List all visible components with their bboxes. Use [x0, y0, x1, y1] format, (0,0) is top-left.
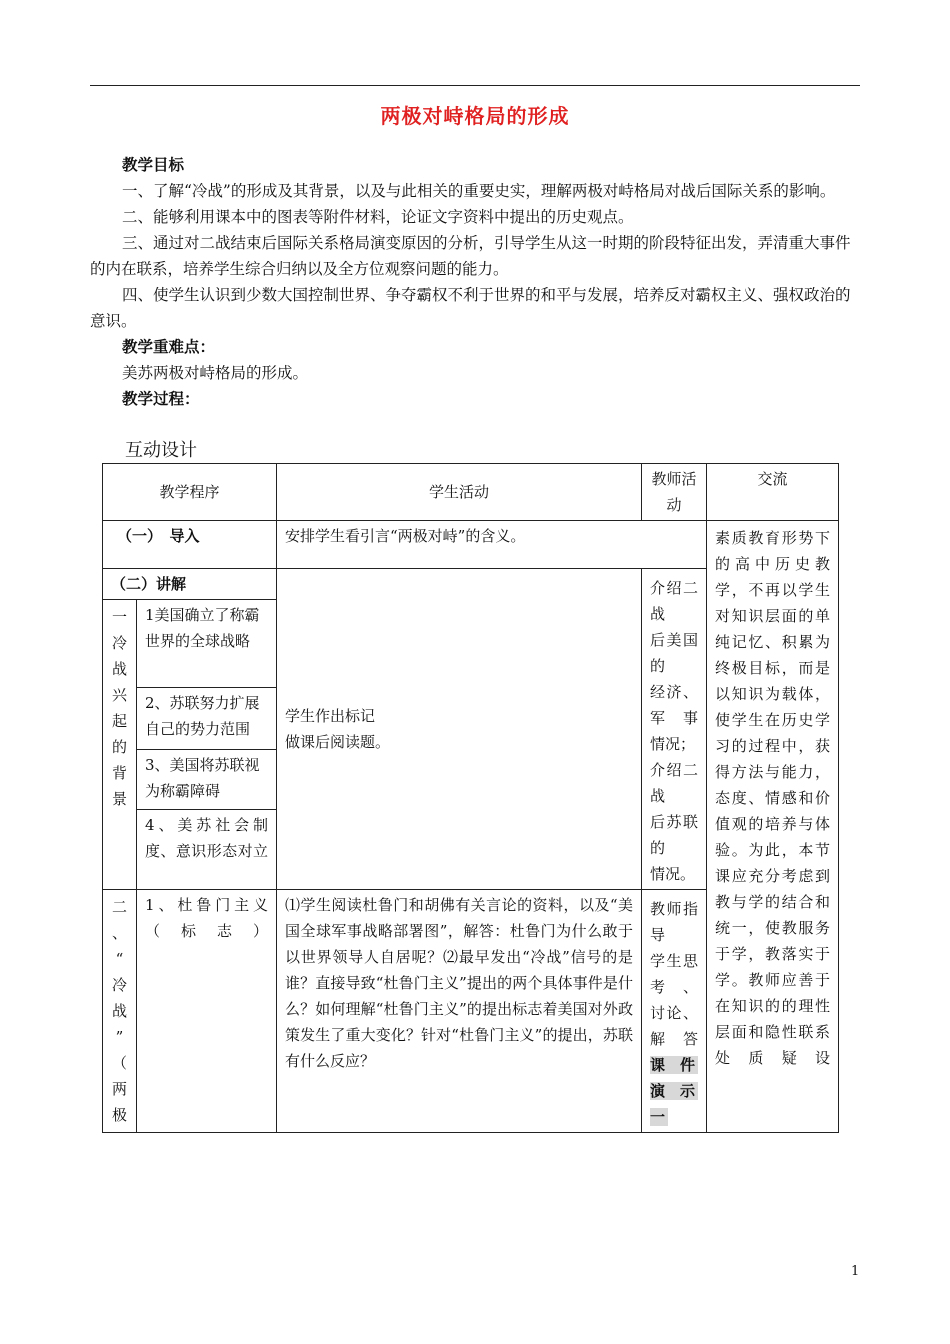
- page-number: 1: [851, 1264, 860, 1279]
- vertical-char: 冷: [111, 976, 127, 994]
- table-row: [103, 521, 839, 569]
- teacher-line: 学生思考、: [650, 952, 699, 996]
- explain-label: （二）讲解: [103, 569, 277, 600]
- objective-3: 三、通过对二战结束后国际关系格局演变原因的分析，引导学生从这一时期的阶段特征出发，弄清重大事件的内在联系，培养学生综合归纳以及全方位观察问题的能力。: [90, 234, 851, 278]
- background-item-3: 3、美国将苏联视为称霸障碍: [137, 750, 277, 810]
- objective-4: 四、使学生认识到少数大国控制世界、争夺霸权不利于世界的和平与发展，培养反对霸权主义、强权政治的意识。: [90, 286, 851, 330]
- truman-doctrine-item: 1、杜鲁门主义（标志）: [137, 890, 277, 1133]
- teacher-line: 教师指导: [650, 900, 699, 944]
- teacher-line: 介绍二战: [650, 579, 699, 623]
- teacher-line: 讨论、解答: [650, 1004, 699, 1048]
- teacher-line: 情况。: [650, 865, 696, 883]
- vertical-char: 战: [111, 1002, 127, 1020]
- document-title: 两极对峙格局的形成: [380, 104, 570, 128]
- header-student: 学生活动: [277, 464, 642, 521]
- student-line: 做课后阅读题。: [285, 733, 391, 751]
- vertical-char: 两: [111, 1080, 127, 1098]
- vertical-char: 、: [111, 924, 127, 942]
- objective-1: 一、了解“冷战”的形成及其背景，以及与此相关的重要史实，理解两极对峙格局对战后国际关系的影响。: [122, 182, 836, 200]
- vertical-char: 战: [111, 660, 127, 678]
- difficulty-text: 美苏两极对峙格局的形成。: [122, 364, 309, 382]
- vertical-char: 兴: [111, 686, 127, 704]
- vertical-char: 景: [111, 790, 127, 808]
- objectives-heading: 教学目标: [122, 156, 185, 174]
- vertical-char: 二: [111, 898, 127, 916]
- objective-2: 二、能够利用课本中的图表等附件材料，论证文字资料中提出的历史观点。: [122, 208, 634, 226]
- section-subtitle: 互动设计: [125, 440, 197, 461]
- vertical-char: ”: [115, 1028, 124, 1046]
- courseware-demo: [650, 1052, 698, 1130]
- header-teacher: 教师活动: [642, 464, 707, 521]
- table-header-row: [103, 464, 839, 521]
- process-heading: 教学过程：: [122, 390, 200, 408]
- section2-student: ⑴学生阅读杜鲁门和胡佛有关言论的资料，以及“美国全球军事战略部署图”，解答：杜鲁门为什么敢于以世界领导人自居呢？⑵最早发出“冷战”信号的是谁？直接导致“杜鲁门主义”提出的两个具体事件是什么？如何理解“杜鲁门主义”的提出标志着美国对外政策发生了重大变化？针对“杜鲁门主义”的提出，苏联有什么反应？: [277, 890, 642, 1133]
- vertical-char: 背: [111, 764, 127, 782]
- section2-teacher: [642, 890, 707, 1133]
- vertical-char: 极: [111, 1106, 127, 1124]
- teacher-line: 介绍二战: [650, 761, 699, 805]
- background-item-1: 1美国确立了称霸世界的全球战略: [137, 600, 277, 688]
- vertical-char: 冷: [111, 634, 127, 652]
- header-rule: [90, 85, 860, 86]
- section1-vertical-label: [103, 600, 137, 890]
- intro-label: （一） 导入: [103, 521, 277, 569]
- background-item-2: 2、苏联努力扩展自己的势力范围: [137, 688, 277, 750]
- teacher-line: 后美国的: [650, 631, 699, 675]
- teacher-line: 情况；: [650, 735, 696, 753]
- teacher-line: 后苏联的: [650, 813, 699, 857]
- section1-teacher: [642, 569, 707, 890]
- header-procedure: 教学程序: [103, 464, 277, 521]
- background-item-4: 4、美苏社会制度、意识形态对立: [137, 810, 277, 890]
- difficulty-heading: 教学重难点：: [122, 338, 216, 356]
- vertical-char: 的: [111, 738, 127, 756]
- exchange-text: 素质教育形势下的高中历史教学，不再以学生对知识层面的单纯记忆、积累为终极目标，而是以知识为载体，使学生在历史学习的过程中，获得方法与能力，态度、情感和价值观的培养与体验。为此，本节课应充分考虑到教与学的结合和统一，使教服务于学，教落实于学。教师应善于在知识的的理性层面和隐性联系处质疑设: [707, 521, 839, 1133]
- lesson-table: [102, 463, 839, 1133]
- vertical-char: “: [115, 950, 124, 968]
- vertical-char: 起: [111, 712, 127, 730]
- teacher-line: 经济、军事: [650, 683, 699, 727]
- section1-student: [277, 569, 642, 890]
- student-line: 学生作出标记: [285, 707, 376, 725]
- vertical-char: （: [111, 1054, 127, 1072]
- document-body: [90, 152, 860, 412]
- header-exchange: 交流: [707, 464, 839, 521]
- vertical-char: 一: [111, 608, 127, 626]
- section2-vertical-label: [103, 890, 137, 1133]
- intro-student: 安排学生看引言“两极对峙”的含义。: [277, 521, 707, 569]
- courseware-demo-highlight: 课件演示一: [650, 1056, 699, 1126]
